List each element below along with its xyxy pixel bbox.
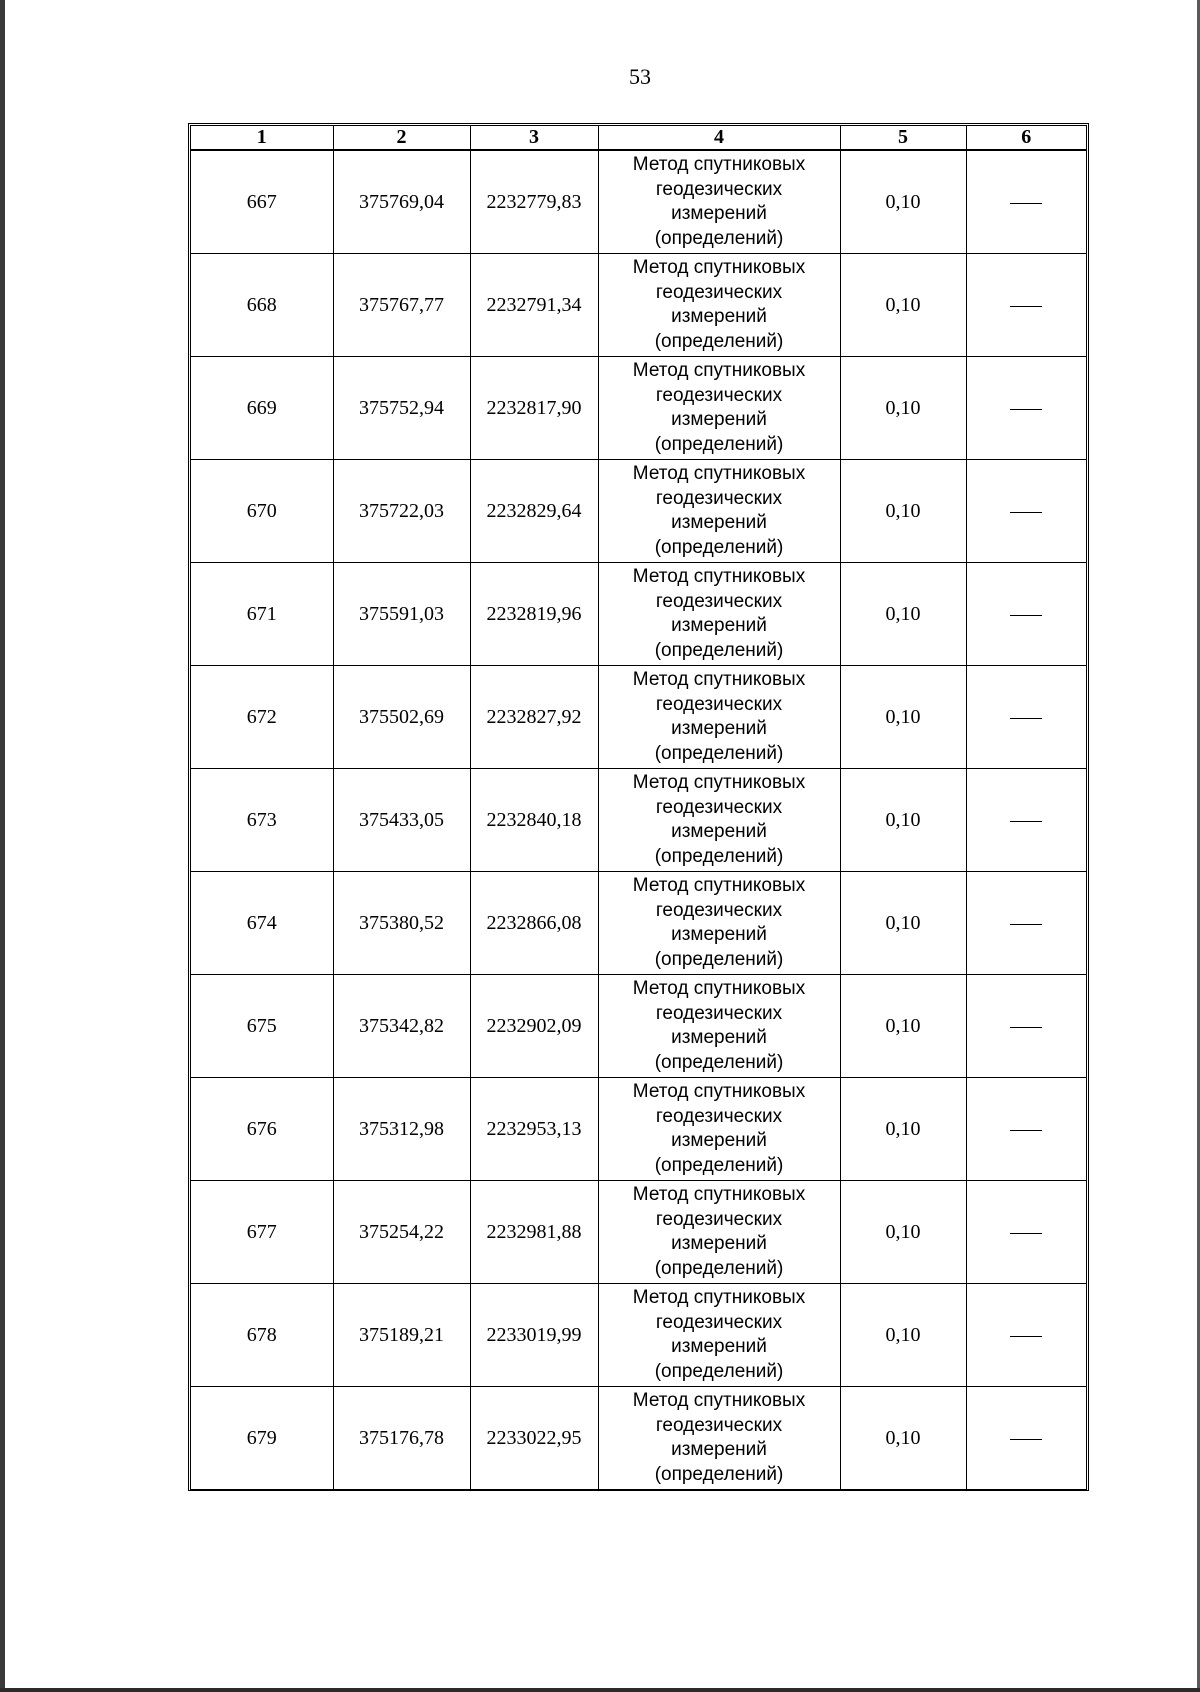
- coordinate-x-cell: 375312,98: [333, 1078, 470, 1181]
- point-number-cell: 668: [191, 254, 333, 357]
- method-line: (определений): [654, 330, 784, 352]
- method-line: (определений): [654, 845, 784, 867]
- method-cell: [598, 1284, 840, 1387]
- method-line: измерений: [671, 821, 767, 842]
- note-cell: [966, 666, 1086, 769]
- method-cell: [598, 769, 840, 872]
- method-line: Метод спутниковых: [632, 257, 806, 278]
- accuracy-cell: 0,10: [840, 975, 966, 1078]
- em-dash-icon: [1010, 615, 1042, 616]
- method-cell: [598, 1078, 840, 1181]
- coordinate-x-cell: 375767,77: [333, 254, 470, 357]
- table-row: [191, 1078, 1086, 1181]
- table-row: [191, 460, 1086, 563]
- method-line: Метод спутниковых: [632, 772, 806, 793]
- accuracy-cell: 0,10: [840, 460, 966, 563]
- point-number-cell: 670: [191, 460, 333, 563]
- scan-edge-bottom: [0, 1688, 1200, 1692]
- method-line: измерений: [671, 409, 767, 430]
- note-cell: [966, 254, 1086, 357]
- column-header: 5: [840, 126, 966, 150]
- em-dash-icon: [1010, 409, 1042, 410]
- point-number-cell: 678: [191, 1284, 333, 1387]
- note-cell: [966, 872, 1086, 975]
- method-line: Метод спутниковых: [632, 154, 806, 175]
- table-row: [191, 563, 1086, 666]
- method-line: геодезических: [655, 178, 783, 200]
- method-line: Метод спутниковых: [632, 1184, 806, 1205]
- note-cell: [966, 150, 1086, 254]
- table-row: [191, 666, 1086, 769]
- column-header: 4: [598, 126, 840, 150]
- column-header: 3: [470, 126, 598, 150]
- table-row: [191, 872, 1086, 975]
- method-line: (определений): [654, 742, 784, 764]
- method-line: измерений: [671, 1336, 767, 1357]
- coordinate-y-cell: 2232953,13: [470, 1078, 598, 1181]
- point-number-cell: 672: [191, 666, 333, 769]
- method-line: измерений: [671, 1439, 767, 1460]
- method-line: Метод спутниковых: [632, 463, 806, 484]
- method-line: геодезических: [655, 384, 783, 406]
- method-cell: [598, 1387, 840, 1490]
- coordinate-x-cell: 375380,52: [333, 872, 470, 975]
- method-line: (определений): [654, 639, 784, 661]
- point-number-cell: 677: [191, 1181, 333, 1284]
- coordinate-y-cell: 2232829,64: [470, 460, 598, 563]
- method-line: Метод спутниковых: [632, 978, 806, 999]
- header-row: [191, 126, 1086, 150]
- coordinate-y-cell: 2233019,99: [470, 1284, 598, 1387]
- note-cell: [966, 563, 1086, 666]
- coordinate-x-cell: 375176,78: [333, 1387, 470, 1490]
- em-dash-icon: [1010, 512, 1042, 513]
- point-number-cell: 667: [191, 150, 333, 254]
- method-line: измерений: [671, 306, 767, 327]
- point-number-cell: 669: [191, 357, 333, 460]
- em-dash-icon: [1010, 924, 1042, 925]
- coordinate-x-cell: 375752,94: [333, 357, 470, 460]
- method-line: геодезических: [655, 1414, 783, 1436]
- method-line: измерений: [671, 1130, 767, 1151]
- page-number: 53: [629, 64, 651, 89]
- method-line: (определений): [654, 536, 784, 558]
- method-line: геодезических: [655, 1002, 783, 1024]
- accuracy-cell: 0,10: [840, 769, 966, 872]
- table-row: [191, 150, 1086, 254]
- em-dash-icon: [1010, 203, 1042, 204]
- note-cell: [966, 769, 1086, 872]
- accuracy-cell: 0,10: [840, 357, 966, 460]
- coordinate-y-cell: 2233022,95: [470, 1387, 598, 1490]
- accuracy-cell: 0,10: [840, 872, 966, 975]
- method-line: Метод спутниковых: [632, 566, 806, 587]
- method-line: измерений: [671, 512, 767, 533]
- method-line: геодезических: [655, 899, 783, 921]
- note-cell: [966, 1078, 1086, 1181]
- method-line: (определений): [654, 227, 784, 249]
- table-row: [191, 1284, 1086, 1387]
- method-line: (определений): [654, 1360, 784, 1382]
- method-line: геодезических: [655, 1311, 783, 1333]
- column-header: 2: [333, 126, 470, 150]
- method-line: измерений: [671, 718, 767, 739]
- table-row: [191, 769, 1086, 872]
- method-line: (определений): [654, 1257, 784, 1279]
- method-cell: [598, 975, 840, 1078]
- point-number-cell: 674: [191, 872, 333, 975]
- method-line: геодезических: [655, 590, 783, 612]
- table-row: [191, 357, 1086, 460]
- coordinate-x-cell: 375254,22: [333, 1181, 470, 1284]
- method-line: (определений): [654, 1051, 784, 1073]
- method-cell: [598, 254, 840, 357]
- method-line: Метод спутниковых: [632, 360, 806, 381]
- em-dash-icon: [1010, 718, 1042, 719]
- coordinate-x-cell: 375722,03: [333, 460, 470, 563]
- em-dash-icon: [1010, 1233, 1042, 1234]
- method-line: Метод спутниковых: [632, 875, 806, 896]
- coordinate-y-cell: 2232840,18: [470, 769, 598, 872]
- method-line: (определений): [654, 1463, 784, 1485]
- method-cell: [598, 150, 840, 254]
- note-cell: [966, 1181, 1086, 1284]
- coordinate-y-cell: 2232981,88: [470, 1181, 598, 1284]
- coordinate-y-cell: 2232817,90: [470, 357, 598, 460]
- method-line: измерений: [671, 1233, 767, 1254]
- method-line: (определений): [654, 433, 784, 455]
- method-line: Метод спутниковых: [632, 669, 806, 690]
- coordinate-y-cell: 2232866,08: [470, 872, 598, 975]
- coordinates-table: [191, 126, 1086, 1489]
- note-cell: [966, 975, 1086, 1078]
- note-cell: [966, 1387, 1086, 1490]
- table-body: [191, 150, 1086, 1489]
- method-line: Метод спутниковых: [632, 1081, 806, 1102]
- method-line: (определений): [654, 1154, 784, 1176]
- em-dash-icon: [1010, 1336, 1042, 1337]
- accuracy-cell: 0,10: [840, 1387, 966, 1490]
- em-dash-icon: [1010, 1439, 1042, 1440]
- method-line: геодезических: [655, 487, 783, 509]
- method-line: измерений: [671, 203, 767, 224]
- point-number-cell: 676: [191, 1078, 333, 1181]
- em-dash-icon: [1010, 306, 1042, 307]
- method-line: геодезических: [655, 281, 783, 303]
- coordinate-y-cell: 2232902,09: [470, 975, 598, 1078]
- method-line: геодезических: [655, 693, 783, 715]
- coordinate-x-cell: 375433,05: [333, 769, 470, 872]
- scan-edge-left: [0, 0, 5, 1692]
- coordinates-table-frame: [188, 123, 1089, 1491]
- method-line: геодезических: [655, 796, 783, 818]
- note-cell: [966, 357, 1086, 460]
- method-line: измерений: [671, 924, 767, 945]
- accuracy-cell: 0,10: [840, 666, 966, 769]
- method-cell: [598, 563, 840, 666]
- em-dash-icon: [1010, 1027, 1042, 1028]
- method-cell: [598, 357, 840, 460]
- column-header: 1: [191, 126, 333, 150]
- method-cell: [598, 872, 840, 975]
- coordinate-y-cell: 2232819,96: [470, 563, 598, 666]
- method-line: измерений: [671, 615, 767, 636]
- coordinate-y-cell: 2232791,34: [470, 254, 598, 357]
- method-cell: [598, 666, 840, 769]
- method-line: геодезических: [655, 1105, 783, 1127]
- point-number-cell: 671: [191, 563, 333, 666]
- em-dash-icon: [1010, 1130, 1042, 1131]
- point-number-cell: 673: [191, 769, 333, 872]
- coordinate-x-cell: 375342,82: [333, 975, 470, 1078]
- method-cell: [598, 460, 840, 563]
- coordinate-x-cell: 375769,04: [333, 150, 470, 254]
- accuracy-cell: 0,10: [840, 1181, 966, 1284]
- method-line: (определений): [654, 948, 784, 970]
- method-line: Метод спутниковых: [632, 1287, 806, 1308]
- accuracy-cell: 0,10: [840, 254, 966, 357]
- method-line: измерений: [671, 1027, 767, 1048]
- table-row: [191, 975, 1086, 1078]
- accuracy-cell: 0,10: [840, 150, 966, 254]
- coordinate-x-cell: 375502,69: [333, 666, 470, 769]
- table-row: [191, 254, 1086, 357]
- accuracy-cell: 0,10: [840, 1078, 966, 1181]
- method-line: геодезических: [655, 1208, 783, 1230]
- coordinate-y-cell: 2232827,92: [470, 666, 598, 769]
- note-cell: [966, 1284, 1086, 1387]
- point-number-cell: 679: [191, 1387, 333, 1490]
- method-cell: [598, 1181, 840, 1284]
- em-dash-icon: [1010, 821, 1042, 822]
- accuracy-cell: 0,10: [840, 563, 966, 666]
- coordinate-y-cell: 2232779,83: [470, 150, 598, 254]
- column-header: 6: [966, 126, 1086, 150]
- accuracy-cell: 0,10: [840, 1284, 966, 1387]
- note-cell: [966, 460, 1086, 563]
- table-row: [191, 1387, 1086, 1490]
- table-row: [191, 1181, 1086, 1284]
- coordinate-x-cell: 375591,03: [333, 563, 470, 666]
- point-number-cell: 675: [191, 975, 333, 1078]
- coordinate-x-cell: 375189,21: [333, 1284, 470, 1387]
- method-line: Метод спутниковых: [632, 1390, 806, 1411]
